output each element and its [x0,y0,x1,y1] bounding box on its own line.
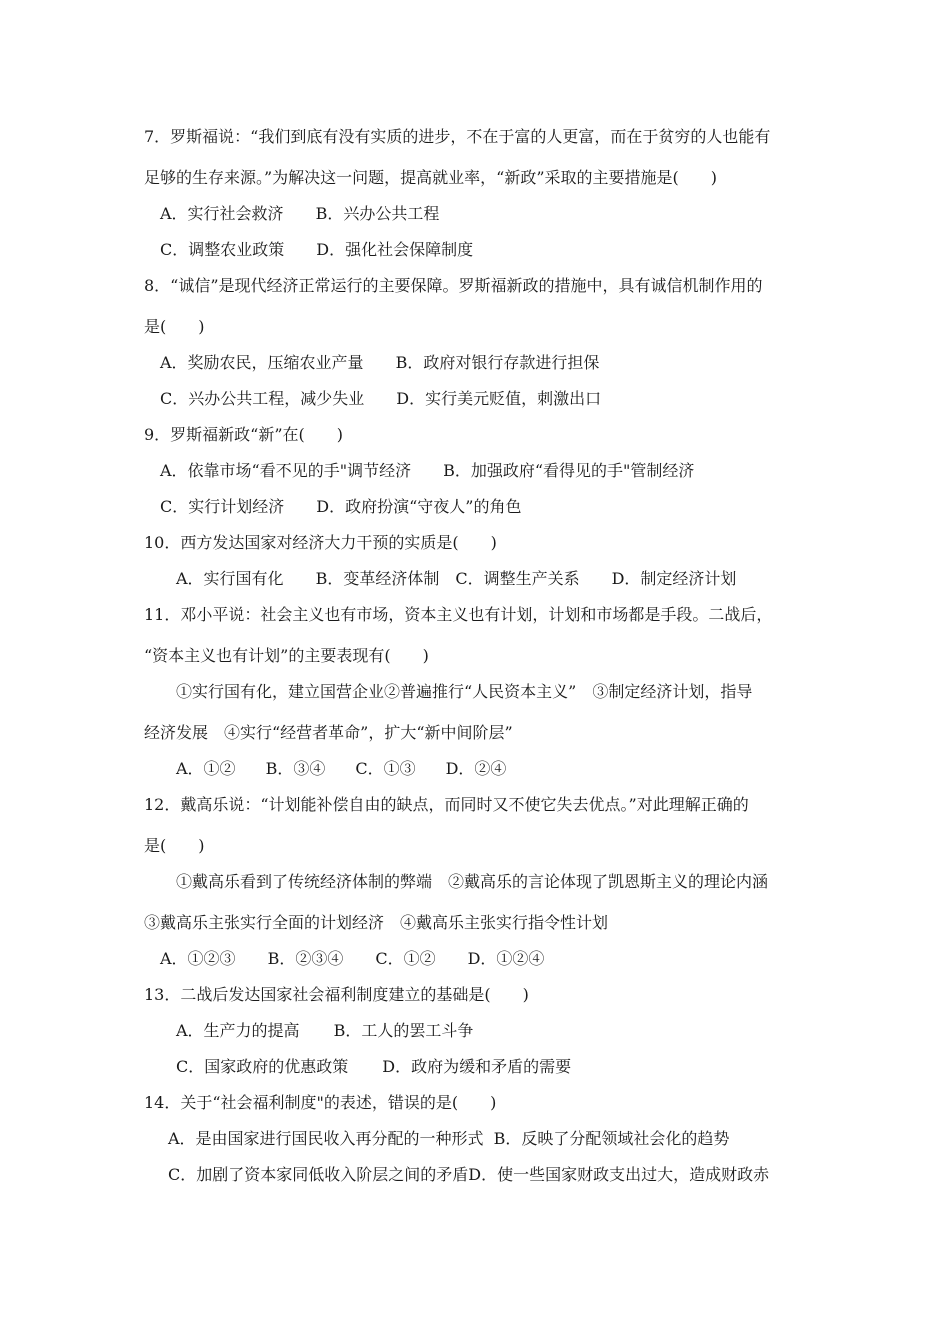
q13-option-c: C．国家政府的优惠政策 [176,1057,349,1076]
q8-options-row2 [160,389,601,409]
q9-option-c: C．实行计划经济 [160,497,285,516]
q7-option-c: C．调整农业政策 [160,240,285,259]
q8-option-c: C．兴办公共工程，减少失业 [160,389,365,408]
q10-option-d: D．制定经济计划 [611,569,737,588]
q13-option-d: D．政府为缓和矛盾的需要 [382,1057,572,1076]
q8-option-d: D．实行美元贬值，刺激出口 [396,389,602,408]
q11-option-a: A．①② [176,759,236,778]
q7-options-row2 [160,240,473,260]
q12-stem-line2: 是( ) [144,836,205,855]
q9-stem-line1: 9．罗斯福新政“新”在( ) [144,425,344,444]
q9-options-row2 [160,497,521,517]
q9-options-row1 [160,461,694,481]
q8-stem-line1: 8．“诚信”是现代经济正常运行的主要保障。罗斯福新政的措施中，具有诚信机制作用的 [144,276,763,295]
q12-option-d: D．①②④ [467,949,545,968]
q13-options-row1 [176,1021,473,1041]
q8-stem-line2: 是( ) [144,317,205,336]
q13-option-a: A．生产力的提高 [176,1021,300,1040]
q12-option-c: C．①② [375,949,436,968]
q14-option-c: C．加剧了资本家同低收入阶层之间的矛盾 [168,1165,469,1184]
q12-option-a: A．①②③ [160,949,236,968]
q8-option-b: B．政府对银行存款进行担保 [395,353,600,372]
q11-stem-line2: “资本主义也有计划”的主要表现有( ) [144,646,429,665]
q13-option-b: B．工人的罢工斗争 [333,1021,474,1040]
q12-stem-line1: 12．戴高乐说：“计划能补偿自由的缺点，而同时又不使它失去优点。”对此理解正确的 [144,795,749,814]
q9-option-b: B．加强政府“看得见的手"管制经济 [443,461,695,480]
q11-options-row1 [176,759,506,779]
q7-option-a: A．实行社会救济 [160,204,284,223]
q11-stem-line1: 11．邓小平说：社会主义也有市场，资本主义也有计划，计划和市场都是手段。二战后， [144,605,773,624]
q14-option-b: B．反映了分配领域社会化的趋势 [493,1129,730,1148]
q10-stem-line1: 10．西方发达国家对经济大力干预的实质是( ) [144,533,497,552]
q12-option-b: B．②③④ [267,949,344,968]
q14-stem-line1: 14．关于“社会福利制度"的表述，错误的是( ) [144,1093,497,1112]
q8-options-row1 [160,353,599,373]
q13-stem-line1: 13．二战后发达国家社会福利制度建立的基础是( ) [144,985,529,1004]
q7-stem-line1: 7．罗斯福说：“我们到底有没有实质的进步，不在于富的人更富，而在于贫穷的人也能有 [144,127,771,146]
q8-option-a: A．奖励农民，压缩农业产量 [160,353,364,372]
q11-option-b: B．③④ [265,759,326,778]
q13-options-row2 [176,1057,571,1077]
q7-stem-line2: 足够的生存来源。”为解决这一问题，提高就业率，“新政”采取的主要措施是( ) [144,168,718,187]
q12-stem-line4: ③戴高乐主张实行全面的计划经济 ④戴高乐主张实行指令性计划 [144,913,609,932]
q10-option-c: C．调整生产关系 [455,569,580,588]
q11-option-d: D．②④ [445,759,507,778]
q12-stem-line3: ①戴高乐看到了传统经济体制的弊端 ②戴高乐的言论体现了凯恩斯主义的理论内涵 [176,872,769,891]
q11-stem-line3: ①实行国有化，建立国营企业②普遍推行“人民资本主义” ③制定经济计划，指导 [176,682,753,701]
q10-options-row1 [176,569,736,589]
q9-option-a: A．依靠市场“看不见的手"调节经济 [160,461,412,480]
q7-option-b: B．兴办公共工程 [315,204,440,223]
q14-options-row1 [168,1129,729,1149]
q10-option-a: A．实行国有化 [176,569,284,588]
q12-options-row1 [160,949,544,969]
q11-option-c: C．①③ [355,759,416,778]
q7-option-d: D．强化社会保障制度 [316,240,474,259]
q14-option-d: D．使一些国家财政支出过大，造成财政赤 [468,1165,770,1184]
q11-stem-line4: 经济发展 ④实行“经营者革命”，扩大“新中间阶层” [144,723,513,742]
q7-options-row1 [160,204,439,224]
q14-option-a: A．是由国家进行国民收入再分配的一种形式 [168,1129,484,1148]
q9-option-d: D．政府扮演“守夜人”的角色 [316,497,522,516]
q14-options-row2 [168,1165,769,1185]
q10-option-b: B．变革经济体制 [315,569,440,588]
